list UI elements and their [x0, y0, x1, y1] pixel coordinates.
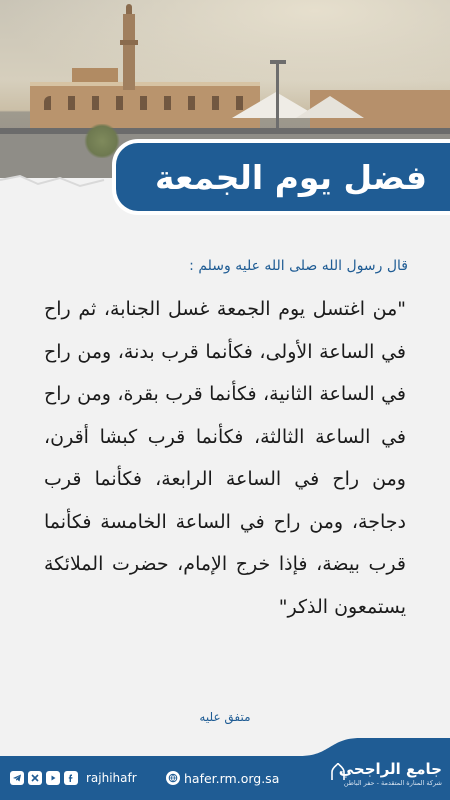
website-url[interactable]: hafer.rm.org.sa — [184, 770, 280, 786]
telegram-icon[interactable] — [10, 771, 24, 785]
title-banner — [112, 139, 450, 215]
hadith-text: "من اغتسل يوم الجمعة غسل الجنابة، ثم راح في الساعة الأولى، فكأنما قرب بدنة، ومن راح في الساعة الثانية، فكأنما قرب بقرة، ومن راح في الساعة الثالثة، فكأنما قرب كبشا أقرن، ومن راح في الساعة الرابعة، فكأنما قرب دجاجة، ومن راح في الساعة الخامسة فكأنما قرب بيضة، فإذا خرج الإمام، حضرت الملائكة يستمعون الذكر" — [44, 298, 406, 618]
website-link[interactable] — [166, 768, 279, 788]
logo-name: جامع الراجحي — [338, 760, 442, 778]
logo-subtitle: شركة المنارة المتقدمة - حفر الباطن — [343, 779, 442, 787]
narrator-line: قال رسول الله صلى الله عليه وسلم : — [189, 258, 408, 274]
mosque-logo — [330, 760, 442, 798]
hadith-source: متفق عليه — [199, 710, 251, 724]
social-links — [10, 768, 137, 788]
social-handle[interactable]: rajhihafr — [86, 771, 137, 785]
page-title: فضل يوم الجمعة — [154, 157, 428, 197]
x-icon[interactable] — [28, 771, 42, 785]
dome-logo-icon — [330, 762, 346, 782]
youtube-icon[interactable] — [46, 771, 60, 785]
facebook-icon[interactable] — [64, 771, 78, 785]
globe-icon — [166, 771, 180, 785]
